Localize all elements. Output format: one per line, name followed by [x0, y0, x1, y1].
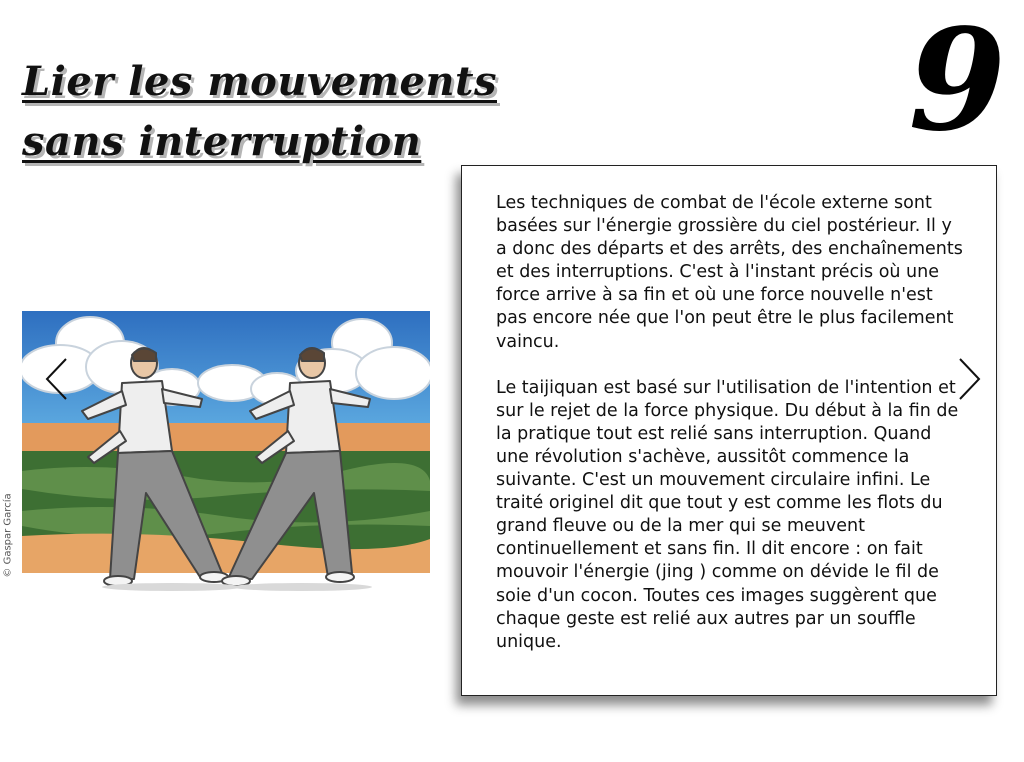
- slide-title-line-1: Lier les mouvements: [22, 58, 497, 105]
- next-slide-button[interactable]: [954, 356, 984, 402]
- text-panel: [461, 165, 997, 696]
- slide-title: [22, 52, 497, 172]
- previous-slide-button[interactable]: [42, 356, 72, 402]
- tai-chi-illustration: [22, 311, 430, 611]
- chevron-left-icon: [42, 356, 72, 402]
- chevron-right-icon: [954, 356, 984, 402]
- paragraph-1: Les techniques de combat de l'école externe sont basées sur l'énergie grossière du ciel postérieur. Il y a donc des départs et des arrêts, des enchaînements et des interruptions. C'est à l'instant précis où une force arrive à sa fin et où une force nouvelle n'est pas encore née que l'on peut être le plus facilement vaincu.: [496, 193, 963, 352]
- slide-title-line-2: sans interruption: [22, 118, 422, 165]
- page-number: 9: [908, 0, 1006, 163]
- illustration-credit: © Gaspar García: [2, 493, 14, 578]
- paragraph-2: Le taijiquan est basé sur l'utilisation de l'intention et sur le rejet de la force physique. Du début à la fin de la pratique tout est relié sans interruption. Quand une révolution s'achève, aussitôt commence la suivante. C'est un mouvement circulaire infini. Le traité originel dit que tout y est comme les flots du grand fleuve ou de la mer qui se meuvent continuellement et sans fin. Il dit encore : on fait mouvoir l'énergie (jing ) comme on dévide le fil de soie d'un cocon. Toutes ces images suggèrent que chaque geste est relié aux autres par un souffle unique.: [496, 377, 959, 652]
